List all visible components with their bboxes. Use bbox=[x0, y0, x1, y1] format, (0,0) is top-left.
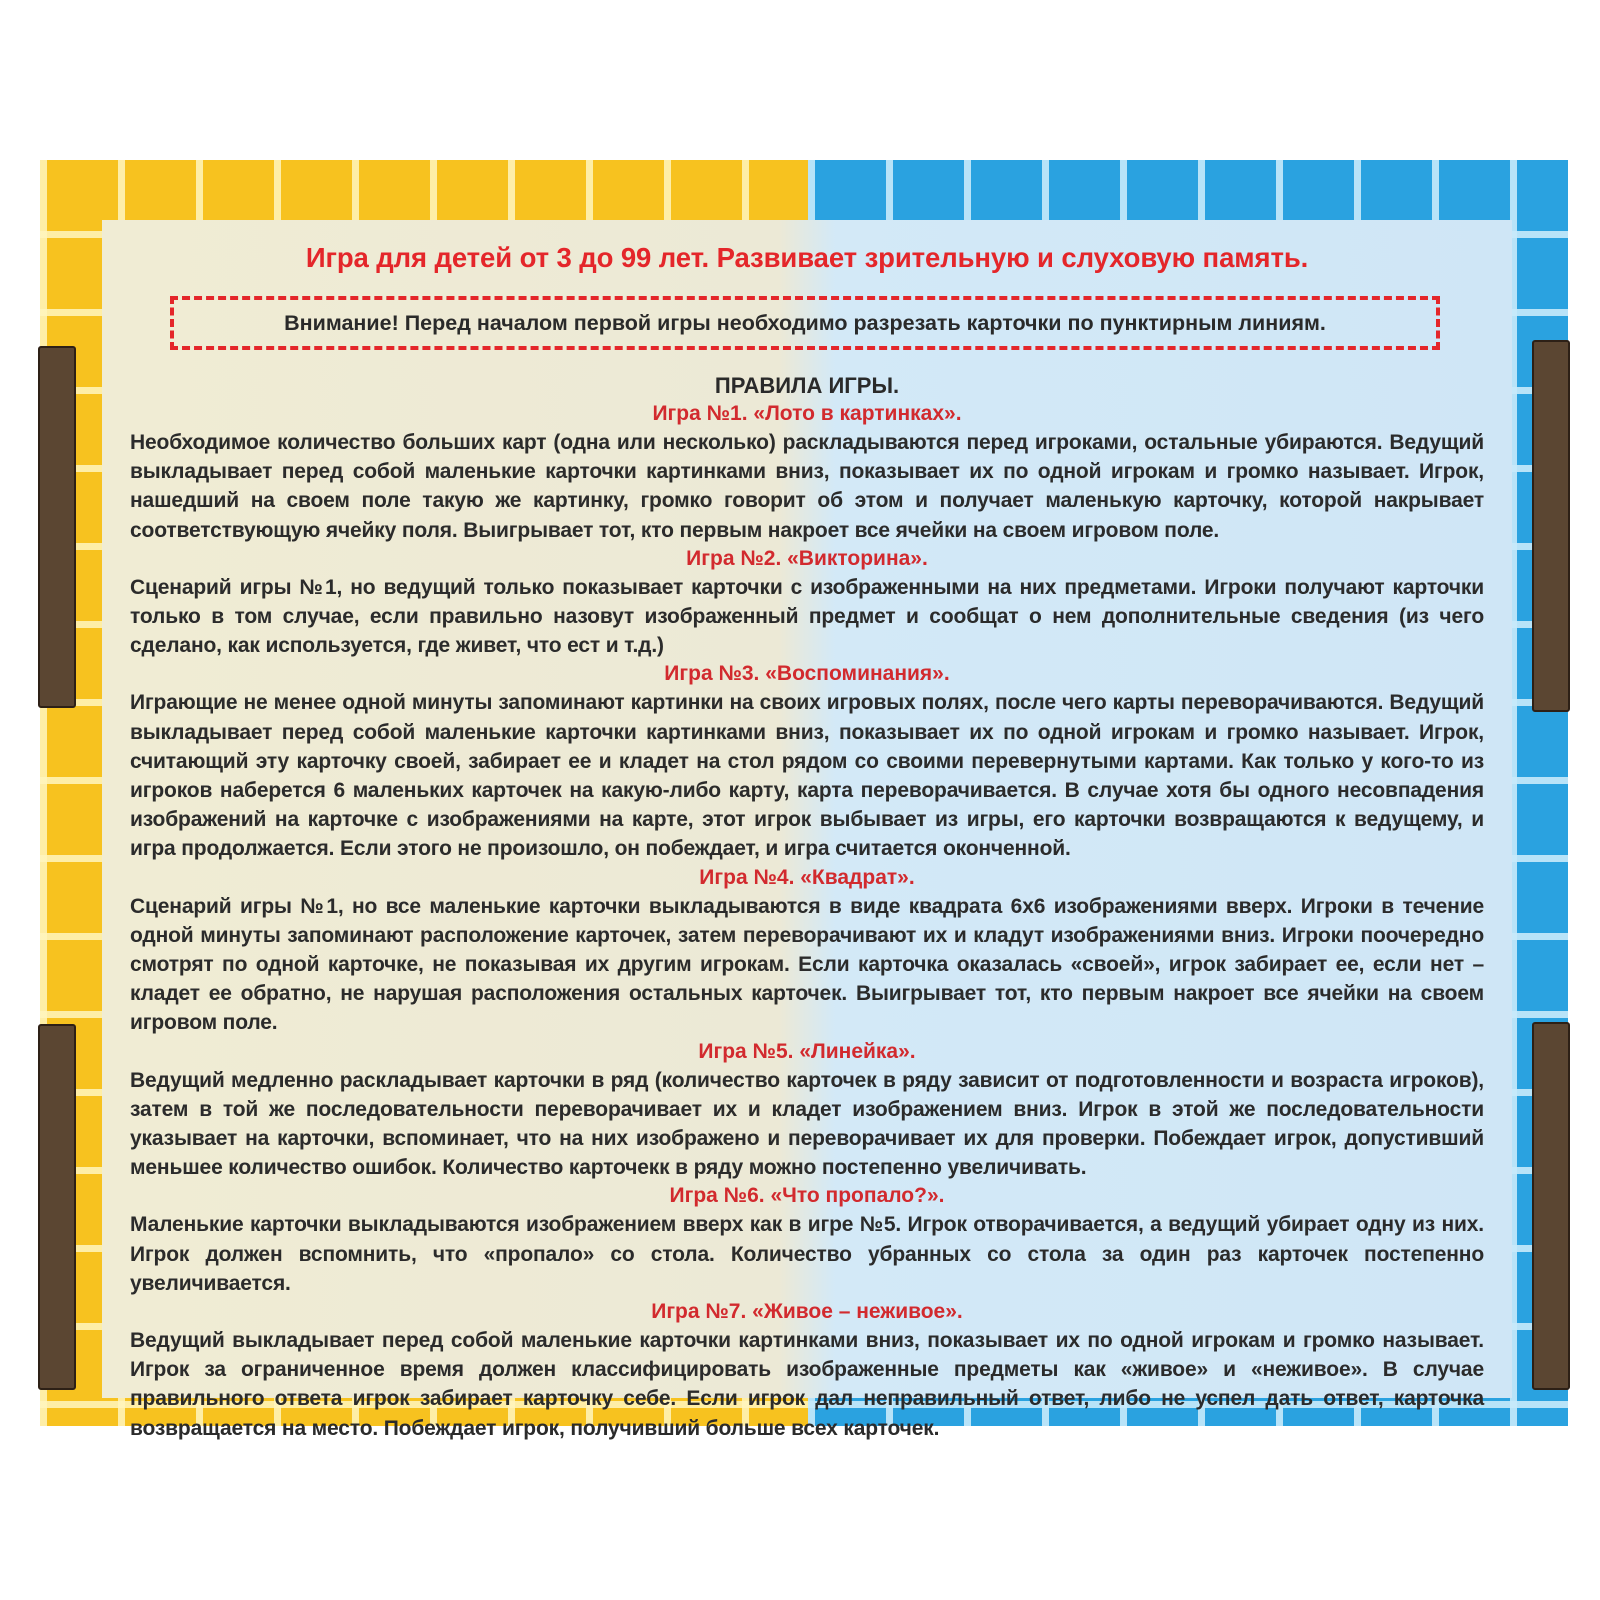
game-text: Играющие не менее одной минуты запоминают картинки на своих игровых полях, после чего карты переворачиваются. Ведущий выкладывает перед собой маленькие карточки картинками вниз, показывает их по одной игрокам и громко называет. Игрок, считающий эту карточку своей, забирает ее и кладет на стол рядом со своими перевернутыми картами. Как только у кого-то из игроков наберется 6 маленьких карточек на какую-либо карту, карта переворачивается. В случае хотя бы одного несовпадения изображений на карточке с изображениями на карте, этот игрок выбывает из игры, его карточки возвращаются к ведущему, и игра продолжается. Если этого не произошло, он побеждает, и игра считается оконченной. bbox=[130, 691, 1484, 861]
rules-panel bbox=[102, 220, 1512, 1440]
game-1 bbox=[130, 400, 1484, 545]
side-tab-left-bottom bbox=[38, 1024, 76, 1390]
headline: Игра для детей от 3 до 99 лет. Развивает зрительную и слуховую память. bbox=[305, 242, 1309, 273]
game-title: Игра №5. «Линейка». bbox=[698, 1039, 916, 1063]
game-4 bbox=[130, 864, 1484, 1038]
game-text: Сценарий игры №1, но все маленькие карточки выкладываются в виде квадрата 6х6 изображениями вверх. Игроки в течение одной минуты запоминают расположение карточек, затем переворачивают их и кладут изображениями вниз. Игроки поочередно смотрят по одной карточке, не показывая их другим игрокам. Если карточка оказалась «своей», игрок забирает ее, если нет – кладет ее обратно, не нарушая расположения остальных карточек. Выигрывает тот, кто первым накроет все ячейки на своем игровом поле. bbox=[130, 894, 1484, 1035]
side-tab-right-top bbox=[1532, 340, 1570, 712]
side-tab-right-bottom bbox=[1532, 1022, 1570, 1390]
game-5 bbox=[130, 1038, 1484, 1183]
cut-warning bbox=[170, 296, 1440, 350]
game-title: Игра №4. «Квадрат». bbox=[699, 865, 915, 889]
game-text: Ведущий медленно раскладывает карточки в ряд (количество карточек в ряду зависит от подготовленности и возраста игроков), затем в той же последовательности переворачивает их и кладет изображением вниз. Игрок в этой же последовательности указывает на карточки, вспоминает, что на них изображено и переворачивает их для проверки. Побеждает игрок, допустивший меньшее количество ошибок. Количество карточекк в ряду можно постепенно увеличивать. bbox=[130, 1068, 1484, 1180]
game-6 bbox=[130, 1182, 1484, 1298]
game-text: Сценарий игры №1, но ведущий только показывает карточки с изображенными на них предметами. Игроки получают карточки только в том случае, если правильно назовут изображенный предмет и сообщат о нем дополнительные сведения (из чего сделано, как используется, где живет, что ест и т.д.) bbox=[130, 575, 1484, 658]
game-title: Игра №3. «Воспоминания». bbox=[664, 662, 950, 686]
cut-warning-text: Внимание! Перед началом первой игры необходимо разрезать карточки по пунктирным линиям. bbox=[284, 310, 1326, 335]
game-title: Игра №6. «Что пропало?». bbox=[669, 1184, 945, 1208]
game-title: Игра №2. «Викторина». bbox=[686, 546, 928, 570]
rules-title: ПРАВИЛА ИГРЫ. bbox=[714, 373, 900, 398]
game-box-back bbox=[40, 160, 1568, 1440]
game-2 bbox=[130, 545, 1484, 661]
game-text: Необходимое количество больших карт (одна или несколько) раскладываются перед игроками, остальные убираются. Ведущий выкладывает перед собой маленькие карточки картинками вниз, показывает их по одной игрокам и громко называет. Игрок, нашедший на своем поле такую же картинку, громко говорит об этом и получает маленькую карточку, которой накрывает соответствующую ячейку поля. Выигрывает тот, кто первым накроет все ячейки на своем игровом поле. bbox=[130, 431, 1484, 542]
game-title: Игра №1. «Лото в картинках». bbox=[652, 402, 962, 425]
game-7 bbox=[130, 1298, 1484, 1443]
game-text: Маленькие карточки выкладываются изображением вверх как в игре №5. Игрок отворачивается, а ведущий убирает одну из них. Игрок должен вспомнить, что «пропало» со стола. Количество убранных со стола за один раз карточек постепенно увеличивается. bbox=[130, 1213, 1484, 1295]
game-3 bbox=[130, 660, 1484, 863]
game-text: Ведущий выкладывает перед собой маленькие карточки картинками вниз, показывает их по одной игрокам и громко называет. Игрок за ограниченное время должен классифицировать изображенные предметы как «живое» и «неживое». В случае правильного ответа игрок забирает карточку себе. Если игрок дал неправильный ответ, либо не успел дать ответ, карточка возвращается на место. Побеждает игрок, получивший больше всех карточек. bbox=[130, 1329, 1484, 1440]
side-tab-left-top bbox=[38, 346, 76, 708]
game-title: Игра №7. «Живое – неживое». bbox=[651, 1300, 963, 1324]
